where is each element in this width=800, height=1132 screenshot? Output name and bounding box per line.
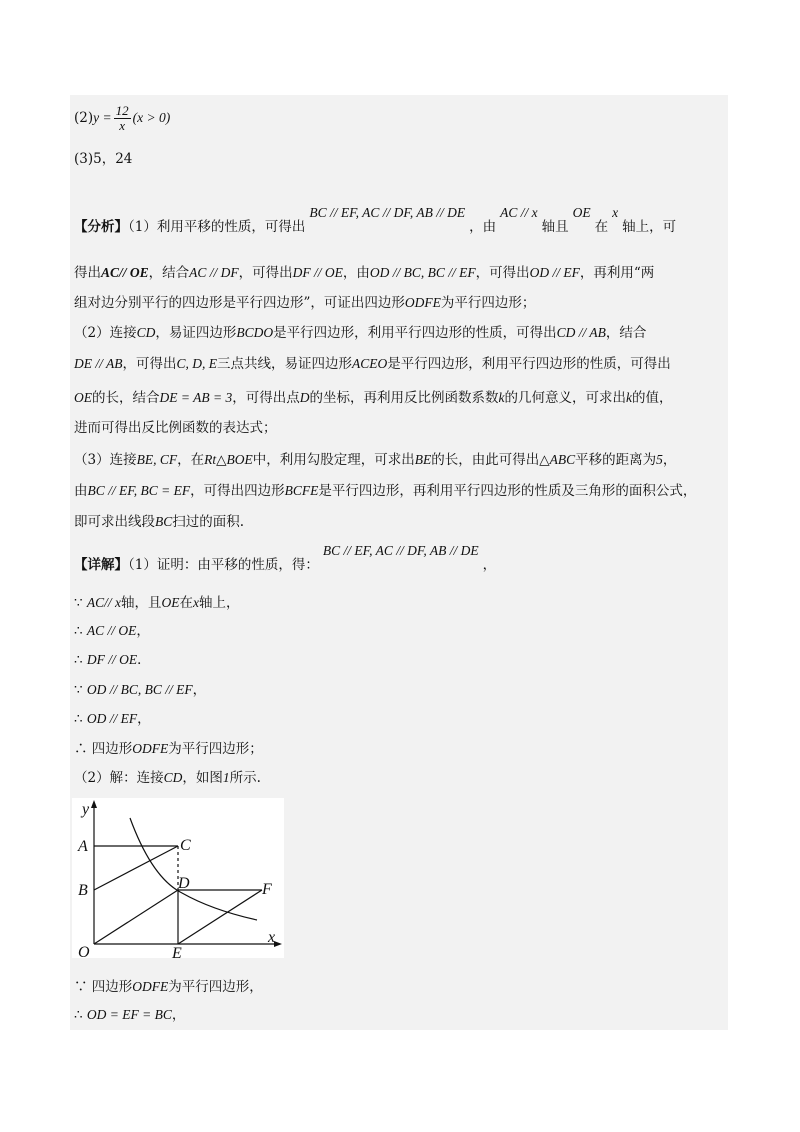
analysis-line-2: 得出AC// OE，结合AC // DF，可得出DF // OE，由OD // BC, BC // EF，可得出OD // EF，再利用“两	[74, 265, 655, 281]
label-C: C	[180, 837, 191, 854]
analysis-line-9: 由BC // EF, BC = EF，可得出四边形BCFE是平行四边形，再利用平行四边形的性质及三角形的面积公式，	[74, 483, 697, 499]
analysis-line-4: （2）连接CD，易证四边形BCDO是平行四边形，利用平行四边形的性质，可得出CD // AB，结合	[74, 325, 647, 341]
detail-step-5: ∴ OD // EF，	[74, 711, 151, 727]
detail-line-1: 【详解】（1）证明：由平移的性质，得：BC // EF, AC // DF, AB // DE，	[74, 543, 497, 573]
label-D: D	[178, 875, 190, 892]
detail-step-3: ∴ DF // OE．	[74, 652, 151, 668]
analysis-line-7: 进而可得出反比例函数的表达式；	[74, 420, 277, 436]
detail-step-8: ∴ OD = EF = BC，	[74, 1007, 186, 1023]
detail-step-1: ∵ AC// x轴，且OE在x轴上，	[74, 595, 240, 611]
fraction: $\frac{12}{x}$	[115, 103, 129, 133]
answer-3: (3)5，24	[74, 151, 133, 167]
detail-part-2: （2）解：连接CD，如图1所示.	[74, 770, 261, 786]
figure-1	[72, 798, 284, 958]
label-F: F	[262, 881, 272, 898]
analysis-line-1: 【分析】（1）利用平移的性质，可得出BC // EF, AC // DF, AB // DE，由AC // x轴且OE在x轴上，可	[74, 205, 677, 235]
label-y: y	[82, 801, 90, 818]
analysis-line-8: （3）连接BE, CF，在Rt△BOE中，利用勾股定理，可求出BE的长，由此可得出△ABC平移的距离为5，	[74, 452, 677, 468]
detail-step-6: ∴ 四边形ODFE为平行四边形；	[74, 741, 263, 757]
analysis-line-6: OE的长，结合DE = AB = 3，可得出点D的坐标，再利用反比例函数系数k的几何意义，可求出k的值，	[74, 390, 673, 406]
label-x: x	[268, 929, 276, 946]
label-A: A	[78, 838, 88, 855]
label-B: B	[78, 882, 88, 899]
label-O: O	[78, 944, 90, 958]
detail-step-4: ∵ OD // BC, BC // EF，	[74, 682, 207, 698]
detail-step-7: ∵ 四边形ODFE为平行四边形，	[74, 979, 263, 995]
analysis-line-3: 组对边分别平行的四边形是平行四边形”，可证出四边形ODFE为平行四边形；	[74, 295, 536, 311]
analysis-line-10: 即可求出线段BC扫过的面积.	[74, 514, 245, 530]
detail-step-2: ∴ AC // OE，	[74, 623, 150, 639]
answer-2: (2)y = $\frac{12}{x}$ (x > 0)	[74, 103, 171, 133]
label-E: E	[172, 945, 182, 958]
analysis-line-5: DE // AB，可得出C, D, E三点共线，易证四边形ACEO是平行四边形，利用平行四边形的性质，可得出	[74, 356, 671, 372]
